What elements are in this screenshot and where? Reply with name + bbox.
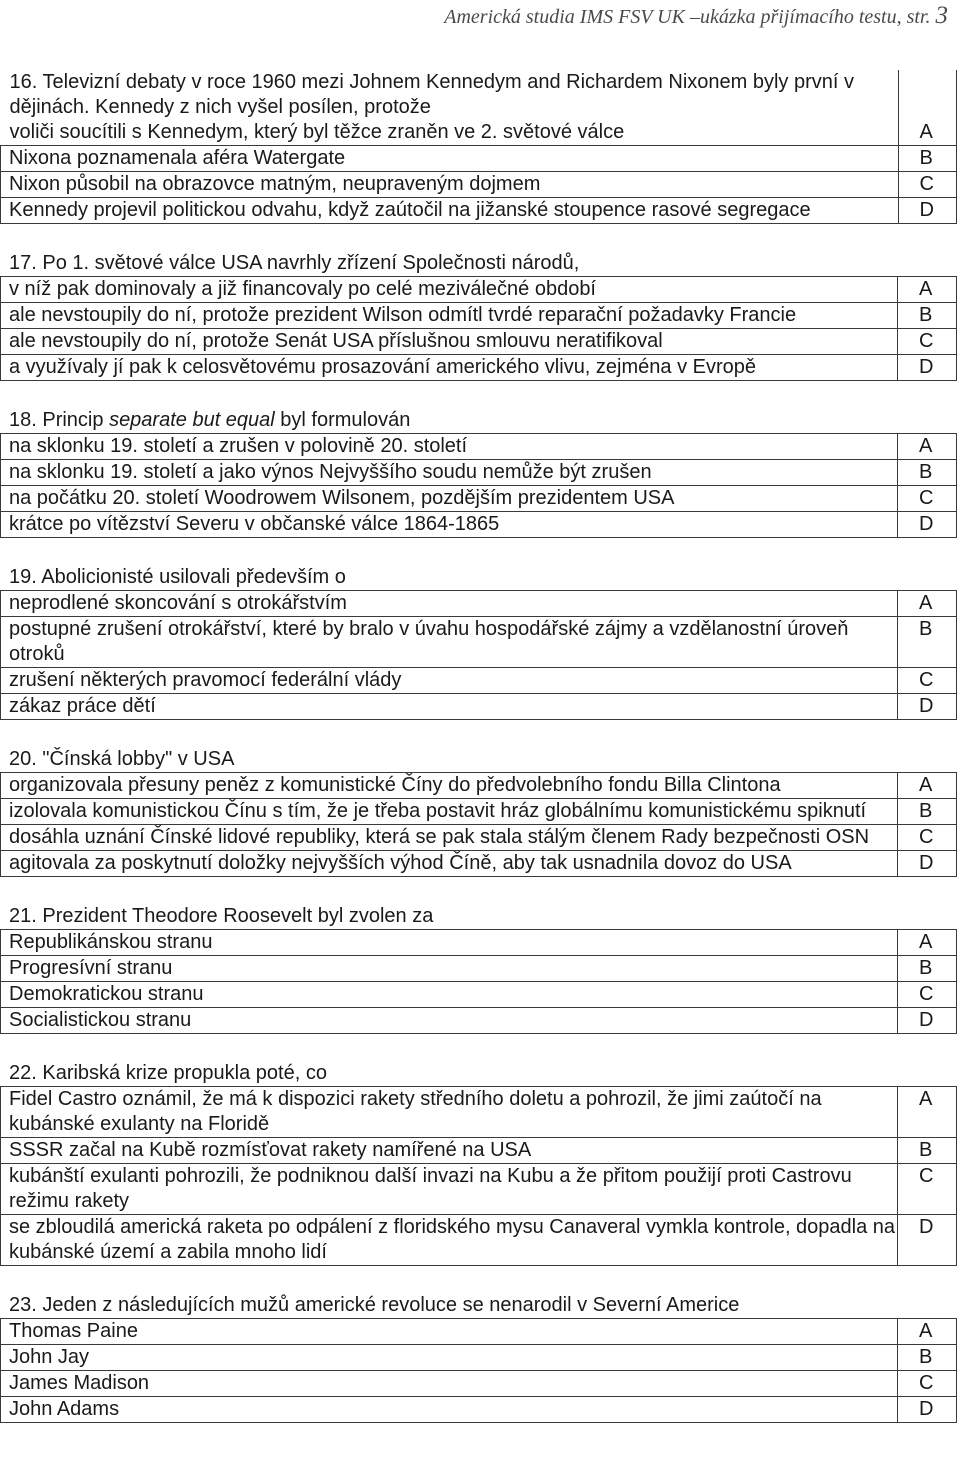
answer-row [1, 773, 957, 799]
answer-table [0, 276, 957, 381]
answer-text[interactable]: se zbloudilá americká raketa po odpálení z floridského mysu Canaveral vymkla kontrole, dopadla na kubánské území a zabila mnoho lidí [1, 1215, 898, 1266]
answer-letter[interactable]: D [898, 851, 957, 877]
answer-letter[interactable]: C [898, 1164, 957, 1215]
answer-text[interactable]: zrušení některých pravomocí federální vlády [1, 668, 898, 694]
answer-table [0, 929, 957, 1034]
answer-row [1, 70, 957, 146]
answer-row [1, 355, 957, 381]
answer-row [1, 982, 957, 1008]
answer-row [1, 172, 957, 198]
answer-letter[interactable]: B [898, 1345, 957, 1371]
question-text: 19. Abolicionisté usilovali především o [9, 566, 346, 588]
answer-letter[interactable]: C [898, 825, 957, 851]
answer-row [1, 1371, 957, 1397]
question-text-post: byl formulován [274, 409, 411, 431]
answer-table [0, 772, 957, 877]
answer-row [1, 956, 957, 982]
answer-text[interactable]: a využívaly jí pak k celosvětovému prosazování amerického vlivu, zejména v Evropě [1, 355, 898, 381]
answer-text[interactable]: na sklonku 19. století a zrušen v polovině 20. století [1, 434, 898, 460]
question-text-emphasis: separate but equal [109, 409, 275, 431]
question-16 [0, 70, 957, 224]
answer-text[interactable]: ale nevstoupily do ní, protože prezident Wilson odmítl tvrdé reparační požadavky Francie [1, 303, 898, 329]
answer-text[interactable]: Progresívní stranu [1, 956, 898, 982]
answer-row [1, 930, 957, 956]
answer-text[interactable]: John Adams [1, 1397, 898, 1423]
answer-letter[interactable]: B [898, 460, 957, 486]
answer-letter[interactable]: B [898, 956, 957, 982]
question-text: 21. Prezident Theodore Roosevelt byl zvolen za [9, 905, 434, 927]
answer-text[interactable]: postupné zrušení otrokářství, které by bralo v úvahu hospodářské zájmy a vzdělanostní úroveň otroků [1, 617, 898, 668]
answer-text[interactable]: Demokratickou stranu [1, 982, 898, 1008]
question-18 [0, 407, 957, 538]
answer-text[interactable]: James Madison [1, 1371, 898, 1397]
answer-row [1, 1008, 957, 1034]
answer-row [1, 434, 957, 460]
answer-letter[interactable]: A [898, 1087, 957, 1138]
question-23 [0, 1292, 957, 1423]
answer-letter[interactable]: D [898, 512, 957, 538]
question-text-pre: 18. Princip [9, 409, 110, 431]
answer-table [0, 70, 957, 224]
answer-letter[interactable]: A [898, 1319, 957, 1345]
answer-letter[interactable]: C [898, 982, 957, 1008]
page-number: 3 [935, 2, 948, 29]
answer-letter[interactable]: B [898, 617, 957, 668]
question-text [1, 70, 899, 146]
answer-row [1, 1319, 957, 1345]
answer-text[interactable]: organizovala přesuny peněz z komunistické Číny do předvolebního fondu Billa Clintona [1, 773, 898, 799]
answer-table [0, 433, 957, 538]
answer-letter[interactable]: A [898, 930, 957, 956]
answer-row [1, 1138, 957, 1164]
answer-letter[interactable]: A [898, 591, 957, 617]
question-line: voliči soucítili s Kennedym, který byl těžce zraněn ve 2. světové válce [9, 121, 625, 143]
answer-letter[interactable]: A [898, 70, 957, 146]
answer-letter[interactable]: C [898, 1371, 957, 1397]
answer-row [1, 617, 957, 668]
answer-text[interactable]: Nixon působil na obrazovce matným, neupraveným dojmem [1, 172, 899, 198]
answer-row [1, 1164, 957, 1215]
answer-letter[interactable]: C [898, 668, 957, 694]
question-17 [0, 250, 957, 381]
answer-row [1, 329, 957, 355]
answer-text[interactable]: zákaz práce dětí [1, 694, 898, 720]
page-header [444, 2, 948, 30]
question-list [0, 70, 957, 1423]
answer-row [1, 668, 957, 694]
answer-text[interactable]: v níž pak dominovaly a již financovaly po celé meziválečné období [1, 277, 898, 303]
answer-row [1, 825, 957, 851]
answer-letter[interactable]: D [898, 1008, 957, 1034]
answer-letter[interactable]: D [898, 1215, 957, 1266]
answer-text[interactable]: krátce po vítězství Severu v občanské válce 1864-1865 [1, 512, 898, 538]
answer-text[interactable]: na počátku 20. století Woodrowem Wilsonem, pozdějším prezidentem USA [1, 486, 898, 512]
answer-letter[interactable]: B [898, 146, 957, 172]
answer-row [1, 146, 957, 172]
answer-letter[interactable]: B [898, 303, 957, 329]
answer-text[interactable]: Republikánskou stranu [1, 930, 898, 956]
question-22 [0, 1060, 957, 1266]
answer-text[interactable]: izolovala komunistickou Čínu s tím, že je třeba postavit hráz globálnímu komunistickému spiknutí [1, 799, 898, 825]
answer-row [1, 198, 957, 224]
answer-text[interactable]: agitovala za poskytnutí doložky nejvyšších výhod Číně, aby tak usnadnila dovoz do USA [1, 851, 898, 877]
question-text: 20. "Čínská lobby" v USA [9, 748, 235, 770]
answer-text[interactable]: neprodlené skoncování s otrokářstvím [1, 591, 898, 617]
answer-row [1, 799, 957, 825]
answer-letter[interactable]: C [898, 329, 957, 355]
answer-letter[interactable]: C [898, 486, 957, 512]
question-text: 17. Po 1. světové válce USA navrhly zřízení Společnosti národů, [9, 252, 580, 274]
answer-text[interactable]: Socialistickou stranu [1, 1008, 898, 1034]
answer-table [0, 590, 957, 720]
answer-letter[interactable]: A [898, 434, 957, 460]
answer-text[interactable]: na sklonku 19. století a jako výnos Nejvyššího soudu nemůže být zrušen [1, 460, 898, 486]
answer-text[interactable]: Kennedy projevil politickou odvahu, když zaútočil na jižanské stoupence rasové segregace [1, 198, 899, 224]
answer-row [1, 851, 957, 877]
header-text: Americká studia IMS FSV UK –ukázka přijímacího testu, str. [444, 6, 936, 28]
answer-letter[interactable]: B [898, 799, 957, 825]
answer-row [1, 512, 957, 538]
answer-row [1, 1345, 957, 1371]
question-text [0, 407, 957, 433]
question-20 [0, 746, 957, 877]
answer-text[interactable]: Fidel Castro oznámil, že má k dispozici rakety středního doletu a pohrozil, že jimi zaútočí na kubánské exulanty na Floridě [1, 1087, 898, 1138]
question-line: 16. Televizní debaty v roce 1960 mezi Johnem Kennedym and Richardem Nixonem byly první v dějinách. Kennedy z nich vyšel posílen, protože [9, 71, 855, 118]
answer-row [1, 303, 957, 329]
answer-text[interactable]: kubánští exulanti pohrozili, že podniknou další invazi na Kubu a že přitom použijí proti Castrovu režimu rakety [1, 1164, 898, 1215]
answer-row [1, 1215, 957, 1266]
answer-letter[interactable]: A [898, 773, 957, 799]
answer-table [0, 1086, 957, 1266]
answer-text[interactable]: Nixona poznamenala aféra Watergate [1, 146, 899, 172]
answer-row [1, 591, 957, 617]
answer-row [1, 694, 957, 720]
answer-letter[interactable]: D [898, 694, 957, 720]
question-text: 23. Jeden z následujících mužů americké revoluce se nenarodil v Severní Americe [9, 1294, 740, 1316]
answer-row [1, 1397, 957, 1423]
answer-row [1, 486, 957, 512]
answer-text[interactable]: dosáhla uznání Čínské lidové republiky, která se pak stala stálým členem Rady bezpečnosti OSN [1, 825, 898, 851]
answer-row [1, 277, 957, 303]
question-19 [0, 564, 957, 720]
answer-letter[interactable]: D [898, 198, 957, 224]
answer-table [0, 1318, 957, 1423]
answer-letter[interactable]: C [898, 172, 957, 198]
answer-letter[interactable]: B [898, 1138, 957, 1164]
answer-row [1, 1087, 957, 1138]
answer-row [1, 460, 957, 486]
answer-text[interactable]: ale nevstoupily do ní, protože Senát USA příslušnou smlouvu neratifikoval [1, 329, 898, 355]
question-text: 22. Karibská krize propukla poté, co [9, 1062, 327, 1084]
answer-text[interactable]: SSSR začal na Kubě rozmísťovat rakety namířené na USA [1, 1138, 898, 1164]
answer-letter[interactable]: D [898, 1397, 957, 1423]
answer-letter[interactable]: D [898, 355, 957, 381]
answer-text[interactable]: Thomas Paine [1, 1319, 898, 1345]
question-21 [0, 903, 957, 1034]
answer-text[interactable]: John Jay [1, 1345, 898, 1371]
answer-letter[interactable]: A [898, 277, 957, 303]
